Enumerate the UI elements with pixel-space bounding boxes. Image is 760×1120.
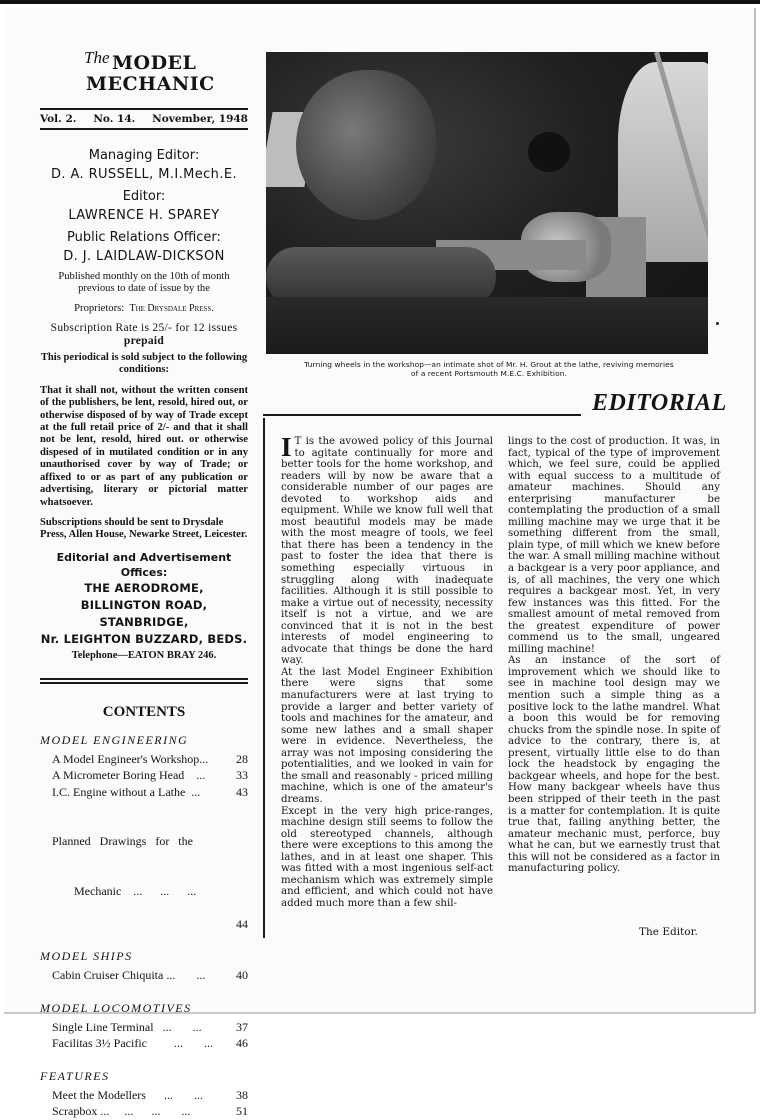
staff-role: Managing Editor: [88,148,200,163]
subscription-rate-text: Subscription Rate is 25/- for 12 issues [50,322,238,335]
staff-list [40,146,248,266]
toc-section-heading: MODEL ENGINEERING [40,732,189,747]
toc-item[interactable] [40,1035,248,1052]
photo-bed-shape [266,297,708,354]
toc-item-page: 46 [236,1036,248,1051]
toc-item[interactable] [40,751,248,768]
staff-role: Public Relations Officer: [67,230,221,245]
proprietors-name: The Drysdale Press. [129,302,214,314]
toc-item-title [52,800,228,932]
sale-conditions-heading: This periodical is sold subject to the following conditions: [40,352,248,376]
subscription-address: Subscriptions should be sent to Drysdale Press, Allen House, Newarke Street, Leicester. [40,516,248,541]
staff-name: D. J. LAIDLAW-DICKSON [63,249,225,264]
toc-item-title: Scrapbox ... ... ... ... [52,1104,191,1119]
photo-caption-line1: Turning wheels in the workshop—an intimate shot of Mr. H. Grout at the lathe, reviving memories [304,360,674,369]
photo-face-shape [296,70,436,220]
photo-caption [266,360,712,378]
toc-item-page: 37 [236,1019,248,1034]
offices-address-line: Nr. LEIGHTON BUZZARD, BEDS. [40,631,248,646]
scan-top-edge [0,0,760,4]
toc-item-page: 44 [236,916,248,931]
sale-conditions-text: That it shall not, without the written consent of the publishers, be lent, resold, hired out, or otherwise disposed of by way of Trade except at the full retail price of 2/- and that it shall not be lent, resold, hired out. or otherwise dispesed of in mutilated condition or in any unauthorised cover by way of Trade; or affixed to or as part of any publication or advertising, literary or pictorial matter whatsoever. [40,384,248,508]
toc-section-heading: MODEL SHIPS [40,949,133,964]
offices-block [40,550,248,648]
editorial-paragraph [281,432,493,667]
toc-item[interactable] [40,1103,248,1120]
staff-name: D. A. RUSSELL, M.I.Mech.E. [50,167,237,182]
offices-address-line: THE AERODROME, [84,580,204,595]
editorial-paragraph: Except in the very high price-ranges, machine design still seems to follow the old stereotyped channels, although there were exceptions to this among the lathes, and in at least one shaper. This was fitted with a most ingenious self-act mechanism which was extremely simple and efficient, and which could not have added much more than a few shil- [281,805,493,909]
masthead-mechanic: MECHANIC [86,73,215,95]
toc-item[interactable] [40,967,248,984]
contents-title: CONTENTS [102,703,186,720]
toc-item-title: A Micrometer Boring Head ... [52,768,206,783]
photo-caption-line2: of a recent Portsmouth M.E.C. Exhibition. [411,369,567,378]
proprietors-line [40,303,248,315]
toc-item[interactable] [40,800,248,932]
offices-heading: Editorial and Advertisement Offices: [56,550,232,579]
drop-cap: I [281,432,292,462]
toc-item-title: Single Line Terminal ... ... [52,1019,202,1034]
staff-name: LAWRENCE H. SPAREY [68,208,220,223]
issue-line [40,110,248,128]
double-rule-divider [40,678,248,684]
subscription-prepaid: prepaid [123,334,165,347]
editorial-title: EDITORIAL [592,390,727,416]
masthead-model: MODEL [112,52,197,74]
toc-item-title: A Model Engineer's Workshop... [52,751,209,766]
masthead-the: The [84,48,110,67]
toc-item[interactable] [40,1019,248,1036]
toc-item[interactable] [40,784,248,801]
editorial-column-1 [281,432,493,909]
toc-section-heading: FEATURES [40,1068,110,1083]
editorial-paragraph: As an instance of the sort of improvement which we should like to see in machine tool design may we mention such a simple thing as a positive lock to the lathe mandrel. What a boon this would be for removing chucks from the spindle nose. In spite of advice to the contrary, there is, at present, virtually little else to do than lock the headstock by engaging the backgear wheels, and hope for the best. How many backgear wheels have thus been stripped of their teeth in the past is a matter for contemplation. It is quite true that, failing anything better, the amateur mechanic must, perforce, buy what he can, but we earnestly trust that this will not be considered as a factor in manufacturing policy. [508,655,720,875]
toc-item-page: 51 [236,1104,248,1119]
proprietors-label: Proprietors: [74,302,125,314]
issue-volume: Vol. 2. [40,113,77,125]
toc-item[interactable] [40,767,248,784]
editorial-column-2 [508,436,720,875]
toc-item-page: 28 [236,751,248,766]
staff-role: Editor: [122,189,166,204]
toc-item-page: 33 [236,768,248,783]
toc-item-page: 38 [236,1087,248,1102]
toc-item-title: I.C. Engine without a Lathe ... [52,784,201,799]
toc-item-title-line2: Mechanic ... ... ... [74,883,197,898]
toc-item-title: Meet the Modellers ... ... [52,1087,203,1102]
toc-item-title: Cabin Cruiser Chiquita ... ... [52,968,206,983]
photo-lamp-shape [528,132,570,172]
editorial-rule [263,414,581,416]
telephone: Telephone—EATON BRAY 246. [71,649,217,661]
offices-address-line: BILLINGTON ROAD, STANBRIDGE, [80,597,208,629]
issue-number: No. 14. [93,113,136,125]
print-speck [716,322,719,325]
subscription-rate [40,322,248,347]
column-divider [263,418,265,938]
masthead-logo [40,46,248,98]
editorial-signoff: The Editor. [639,926,698,938]
toc-item-title: Facilitas 3½ Pacific ... ... [52,1036,213,1051]
toc-item-title-line1: Planned Drawings for the [52,834,193,849]
editorial-paragraph-text: T is the avowed policy of this Journal to agitate continually for more and better tools for the home workshop, and readers will by now be aware that a considerable number of our pages are devoted to workshop aids and equipment. While we know full well that most beautiful models may be made with the most meagre of tools, we feel that there has been a tendency in the past to foster the idea that there is something especially virtuous in struggling along with inadequate facilities. Although it is still possible to make a virtue out of necessity, necessity itself is not a virtue, and we are convinced that it is not in the best interests of model engineering to advocate that things be done the hard way. [281,436,493,667]
toc-section-heading: MODEL LOCOMOTIVES [40,1000,192,1015]
toc-item-page: 40 [236,968,248,983]
masthead-rule-bottom [40,128,248,130]
editorial-paragraph: At the last Model Engineer Exhibition there were signs that some manufacturers were at last trying to provide a larger and better variety of tools and machines for the amateur, and some new lathes and a small shaper were in evidence. Nevertheless, the array was not imposing considering the potentialities, and we looked in vain for the small and reasonably - priced milling machine, which is one of the amateur's dreams. [281,666,493,805]
table-of-contents [40,733,248,1120]
lathe-photograph [266,52,708,354]
editorial-paragraph: lings to the cost of production. It was, in fact, typical of the type of improvement which, we feel sure, could be applied with equal success to a multitude of amateur machines. Should any enterprising manufacturer be contemplating the production of a small milling machine may we urge that it be something different from the small, plain type, of mill which we knew before the war. A small milling machine without a backgear is a very poor appliance, and is, of all machines, the very one which requires a backgear most. Yet, in very few instances was this fitted. For the smallest amount of metal removed from the greatest expenditure of power commend us to the small, ungeared milling machine! [508,436,720,655]
issue-date: November, 1948 [152,113,248,125]
toc-item-page: 43 [236,784,248,799]
toc-item[interactable] [40,1087,248,1104]
left-column [40,46,248,1120]
publication-schedule: Published monthly on the 10th of month previous to date of issue by the [58,271,230,295]
